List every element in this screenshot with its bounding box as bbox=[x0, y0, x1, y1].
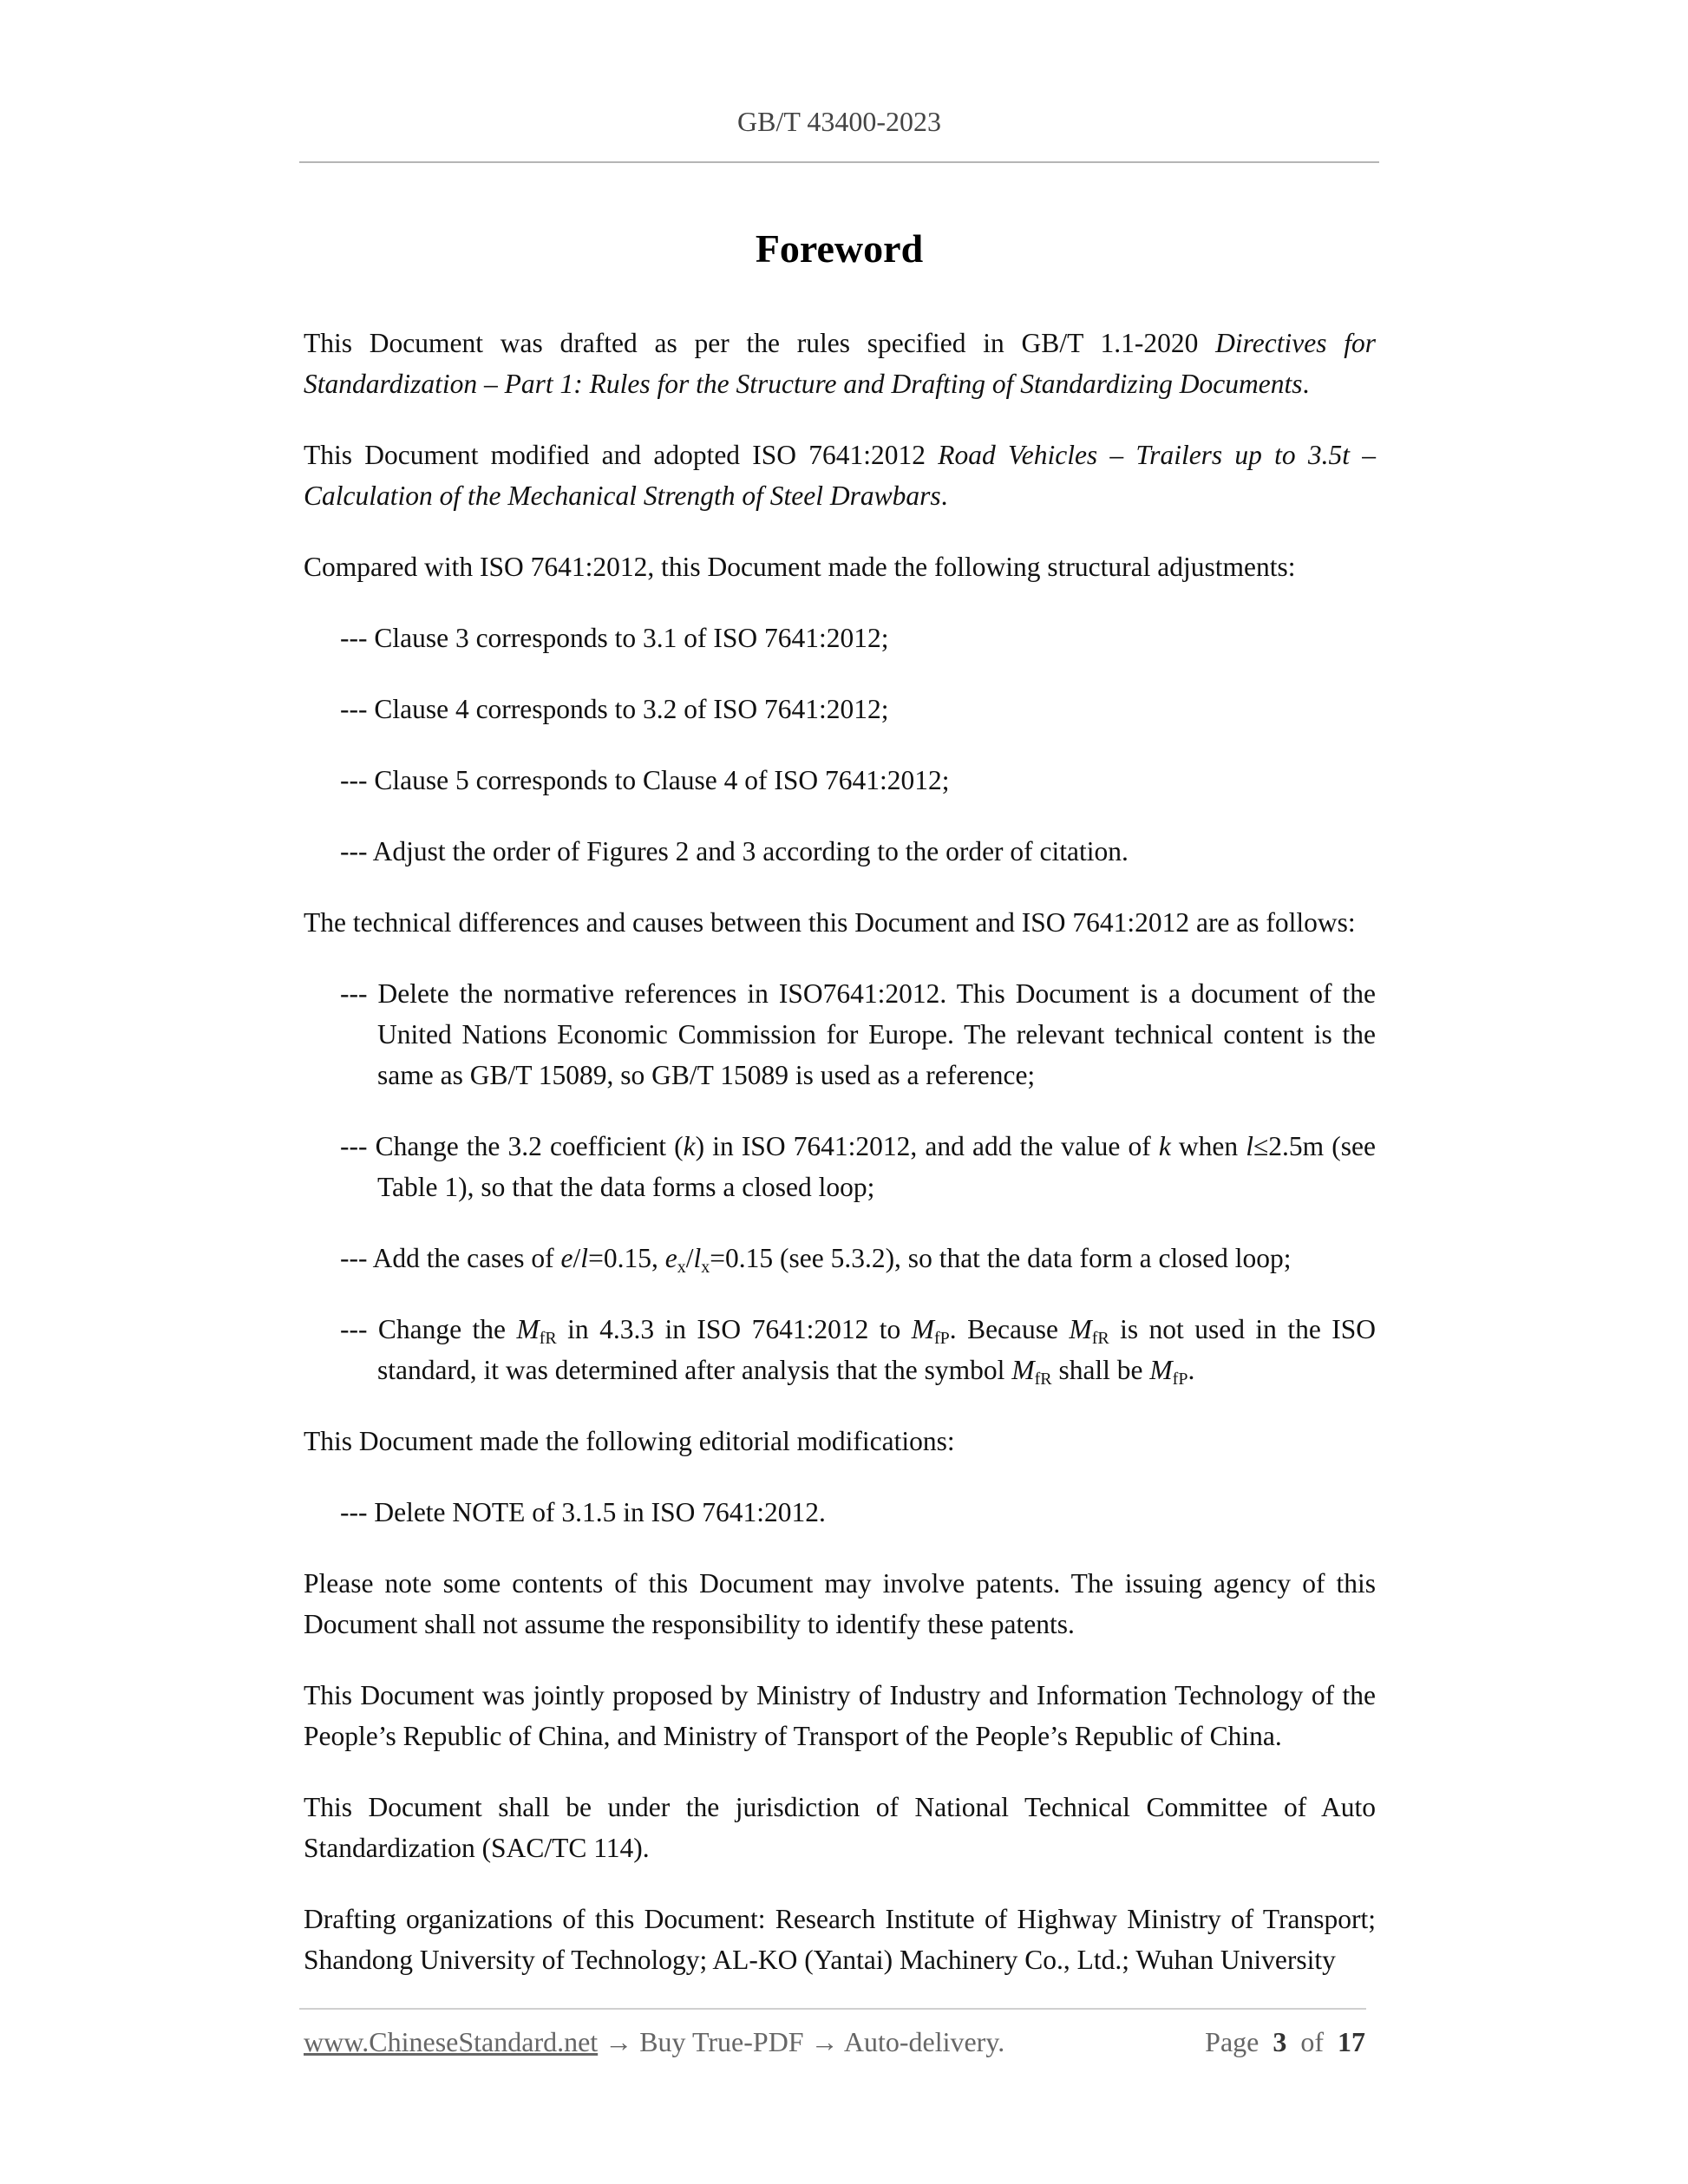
document-body bbox=[304, 323, 1376, 2011]
paragraph-structural-intro: Compared with ISO 7641:2012, this Document made the following structural adjustments: bbox=[304, 552, 1296, 582]
running-header: GB/T 43400-2023 bbox=[737, 106, 941, 137]
list-item-structural: --- Adjust the order of Figures 2 and 3 according to the order of citation. bbox=[340, 836, 1129, 866]
paragraph-drafting-rules: This Document was drafted as per the rules specified in GB/T 1.1-2020 Directives for Standardization – Part 1: Rules for the Structure and Drafting of Standardizing Documents. bbox=[304, 328, 1376, 399]
page-indicator: Page 3 of 17 bbox=[1205, 2026, 1365, 2057]
list-item-editorial: --- Delete NOTE of 3.1.5 in ISO 7641:2012. bbox=[340, 1497, 826, 1527]
buy-pdf-text: Buy True-PDF bbox=[639, 2026, 804, 2057]
page-title: Foreword bbox=[755, 226, 924, 271]
auto-delivery-text: Auto-delivery. bbox=[843, 2026, 1005, 2057]
paragraph-drafting-orgs: Drafting organizations of this Document: Research Institute of Highway Ministry of Transport; Shandong University of Technology; AL-KO (Yantai) Machinery Co., Ltd.; Wuhan University bbox=[304, 1904, 1376, 1975]
list-item-structural: --- Clause 5 corresponds to Clause 4 of ISO 7641:2012; bbox=[340, 765, 950, 795]
paragraph-patents: Please note some contents of this Document may involve patents. The issuing agency of this Document shall not assume the responsibility to identify these patents. bbox=[304, 1568, 1376, 1639]
arrow-right-icon: → bbox=[605, 2026, 633, 2057]
website-link[interactable]: www.ChineseStandard.net bbox=[304, 2026, 599, 2057]
list-item-structural: --- Clause 3 corresponds to 3.1 of ISO 7641:2012; bbox=[340, 623, 889, 653]
footer-promo bbox=[304, 2026, 1004, 2058]
footer-divider bbox=[299, 2008, 1366, 2010]
citation-title: Directives for Standardization – Part 1: Rules for the Structure and Drafting of Standardizing Documents bbox=[304, 328, 1376, 399]
list-item-structural: --- Clause 4 corresponds to 3.2 of ISO 7641:2012; bbox=[340, 694, 889, 724]
arrow-right-icon: → bbox=[810, 2026, 839, 2057]
list-item-technical: --- Change the $M_{fR}$ in 4.3.3 in ISO 7641:2012 to $M_{fP}$. Because $M_{fR}$ is not used in the ISO standard, it was determined after analysis that the symbol $M_{fR}$ shall be $M_{fP}$. bbox=[340, 1314, 1376, 1389]
total-pages: 17 bbox=[1338, 2026, 1365, 2057]
paragraph-proposers: This Document was jointly proposed by Ministry of Industry and Information Technology of the People’s Republic of China, and Ministry of Transport of the People’s Republic of China. bbox=[304, 1680, 1376, 1751]
header-divider bbox=[299, 161, 1379, 163]
list-item-technical: --- Delete the normative references in ISO7641:2012. This Document is a document of the United Nations Economic Commission for Europe. The relevant technical content is the same as GB/T 15089, so GB/T 15089 is used as a reference; bbox=[340, 978, 1376, 1090]
paragraph-editorial-intro: This Document made the following editorial modifications: bbox=[304, 1426, 955, 1456]
list-item-technical: --- Add the cases of e/l=0.15, $e_x/l_x=0.15$ (see 5.3.2), so that the data form a closed loop; bbox=[340, 1243, 1292, 1277]
current-page: 3 bbox=[1273, 2026, 1287, 2057]
paragraph-adoption: This Document modified and adopted ISO 7641:2012 Road Vehicles – Trailers up to 3.5t – Calculation of the Mechanical Strength of Steel Drawbars. bbox=[304, 440, 1376, 511]
paragraph-technical-intro: The technical differences and causes between this Document and ISO 7641:2012 are as follows: bbox=[304, 907, 1356, 938]
paragraph-jurisdiction: This Document shall be under the jurisdiction of National Technical Committee of Auto Standardization (SAC/TC 114). bbox=[304, 1792, 1376, 1863]
citation-title: Road Vehicles – Trailers up to 3.5t – Calculation of the Mechanical Strength of Steel Drawbars bbox=[304, 440, 1376, 511]
list-item-technical: --- Change the 3.2 coefficient (k) in ISO 7641:2012, and add the value of k when l≤2.5m (see Table 1), so that the data forms a closed loop; bbox=[340, 1131, 1376, 1202]
